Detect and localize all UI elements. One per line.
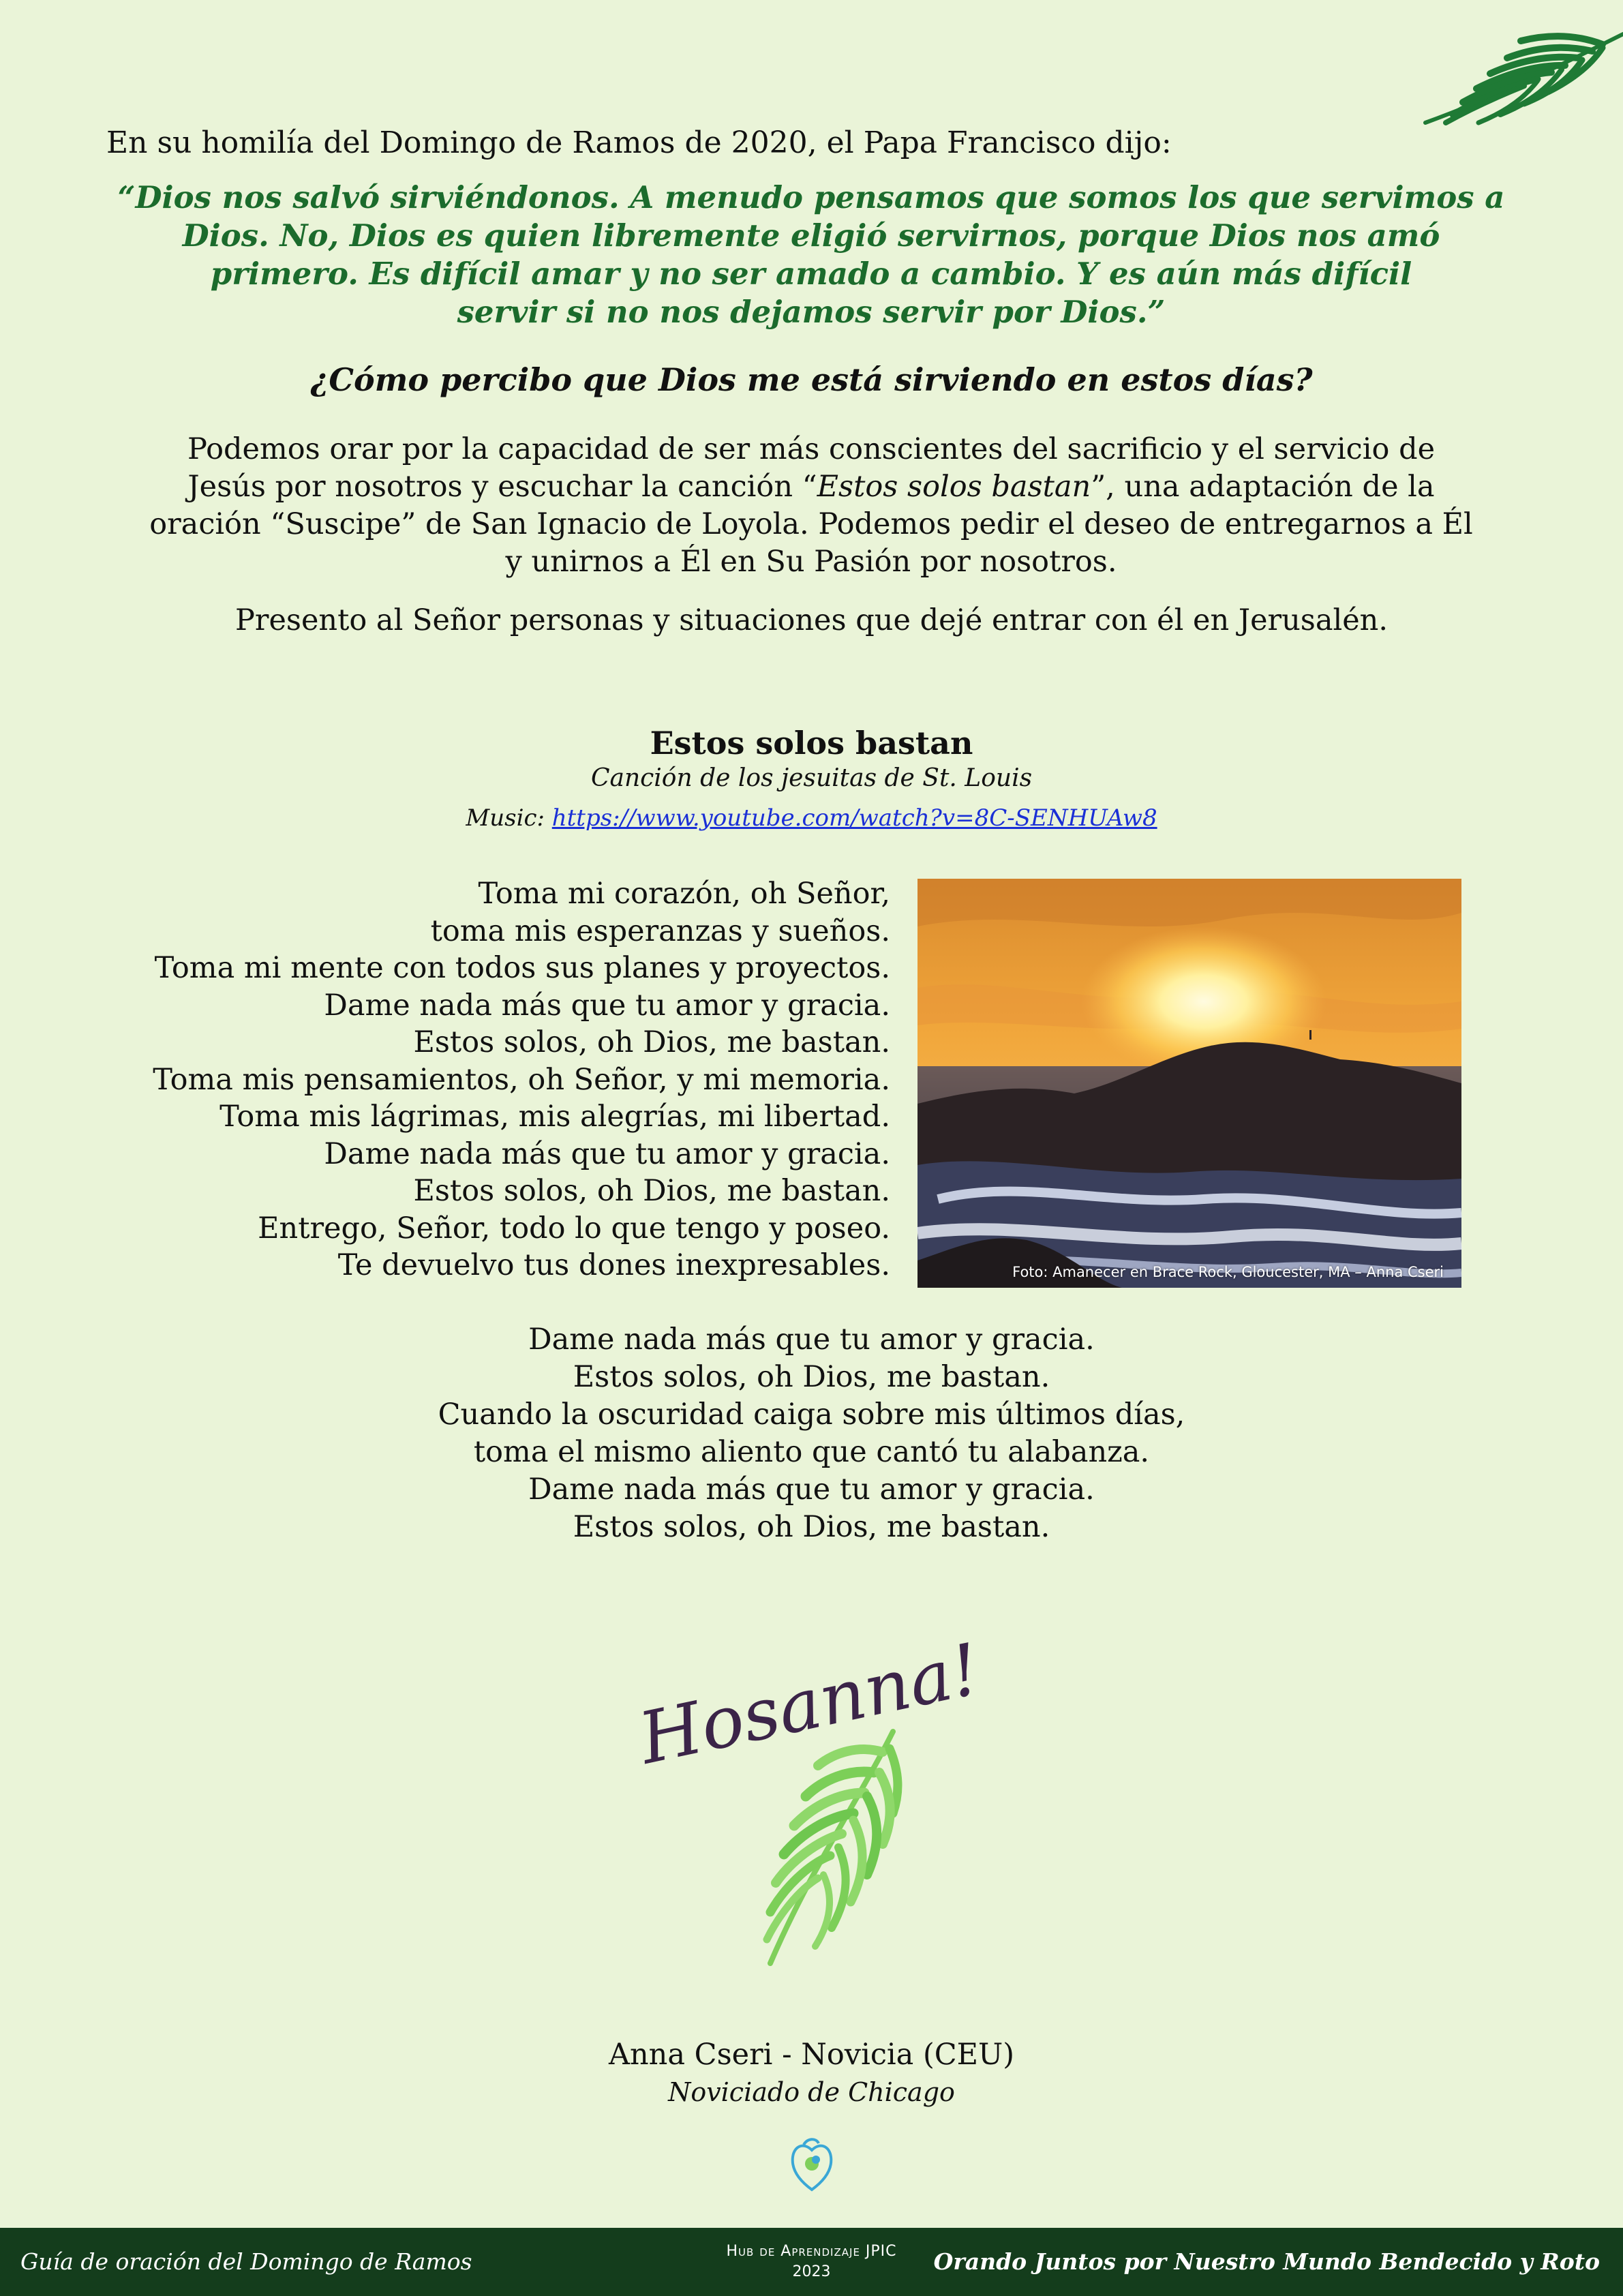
reflection-question: ¿Cómo percibo que Dios me está sirviendo en estos días? (310, 361, 1313, 398)
quote-line: servir si no nos dejamos servir por Dios.” (457, 294, 1166, 330)
paragraph-fragment: ”, una adaptación de la (1091, 470, 1435, 504)
verse-line: Dame nada más que tu amor y gracia. (324, 1136, 890, 1171)
music-link[interactable]: https://www.youtube.com/watch?v=8C-SENHUAw8 (551, 804, 1157, 832)
paragraph-fragment: Jesús por nosotros y escuchar la canción “ (187, 470, 817, 504)
community-name: Noviciado de Chicago (668, 2077, 955, 2107)
intro-text: En su homilía del Domingo de Ramos de 2020, el Papa Francisco dijo: (106, 125, 1172, 160)
song-title: Estos solos bastan (650, 725, 973, 761)
sunrise-photo (917, 879, 1461, 1288)
verse-line: Estos solos, oh Dios, me bastan. (573, 1360, 1050, 1394)
quote-line: Dios. No, Dios es quien libremente eligió servirnos, porque Dios nos amó (182, 217, 1440, 254)
verse-line: Toma mi mente con todos sus planes y proyectos. (154, 951, 890, 985)
reflection-paragraph (82, 431, 1541, 581)
paragraph-line: Podemos orar por la capacidad de ser más conscientes del sacrificio y el servicio de (187, 432, 1436, 466)
verse-line: Toma mis pensamientos, oh Señor, y mi memoria. (153, 1062, 890, 1097)
paragraph-line (82, 468, 1541, 506)
verse-line: toma el mismo aliento que cantó tu alabanza. (473, 1435, 1150, 1469)
verse-line: Estos solos, oh Dios, me bastan. (573, 1510, 1050, 1544)
footer-tagline: Orando Juntos por Nuestro Mundo Bendecido y Roto (933, 2248, 1600, 2275)
verse-line: Toma mi corazón, oh Señor, (478, 877, 890, 911)
verse-line: Dame nada más que tu amor y gracia. (528, 1323, 1095, 1357)
song-reference: Estos solos bastan (817, 470, 1091, 504)
music-line (0, 802, 1623, 834)
hosanna-palm-illustration (632, 1609, 988, 1977)
pope-quote (82, 179, 1541, 331)
palm-frond-icon (1398, 20, 1623, 150)
verse-line: Dame nada más que tu amor y gracia. (528, 1472, 1095, 1507)
song-subtitle: Canción de los jesuitas de St. Louis (590, 764, 1033, 792)
song-verse-1 (153, 875, 890, 1284)
author-name: Anna Cseri - Novicia (CEU) (608, 2038, 1015, 2072)
footer-hub-name: Hub de Aprendizaje JPIC (726, 2243, 897, 2260)
verse-line: Te devuelvo tus dones inexpresables. (337, 1248, 890, 1282)
verse-line: Estos solos, oh Dios, me bastan. (413, 1174, 890, 1208)
hosanna-text: Hosanna! (632, 1627, 988, 1781)
offering-paragraph: Presento al Señor personas y situaciones que dejé entrar con él en Jerusalén. (234, 603, 1389, 637)
footer-guide-title: Guía de oración del Domingo de Ramos (20, 2248, 472, 2275)
heart-logo-icon (789, 2135, 835, 2192)
paragraph-line: oración “Suscipe” de San Ignacio de Loyola. Podemos pedir el deseo de entregarnos a Él (149, 507, 1473, 541)
verse-line: Estos solos, oh Dios, me bastan. (413, 1025, 890, 1059)
music-label: Music: (466, 804, 552, 832)
verse-line: Entrego, Señor, todo lo que tengo y poseo. (258, 1211, 890, 1245)
quote-line: “Dios nos salvó sirviéndonos. A menudo pensamos que somos los que servimos a (117, 179, 1505, 215)
footer-bar (0, 2228, 1623, 2296)
sunrise-photo-image (917, 879, 1461, 1288)
footer-year: 2023 (792, 2263, 831, 2280)
quote-line: primero. Es difícil amar y no ser amado a cambio. Y es aún más difícil (210, 256, 1412, 292)
verse-line: Dame nada más que tu amor y gracia. (324, 988, 890, 1023)
song-verse-2 (0, 1321, 1623, 1546)
photo-caption: Foto: Amanecer en Brace Rock, Gloucester, MA – Anna Cseri (1012, 1264, 1444, 1280)
verse-line: toma mis esperanzas y sueños. (430, 913, 890, 948)
verse-line: Cuando la oscuridad caiga sobre mis últimos días, (438, 1398, 1185, 1432)
verse-line: Toma mis lágrimas, mis alegrías, mi libertad. (219, 1100, 890, 1134)
paragraph-line: y unirnos a Él en Su Pasión por nosotros. (505, 545, 1117, 579)
